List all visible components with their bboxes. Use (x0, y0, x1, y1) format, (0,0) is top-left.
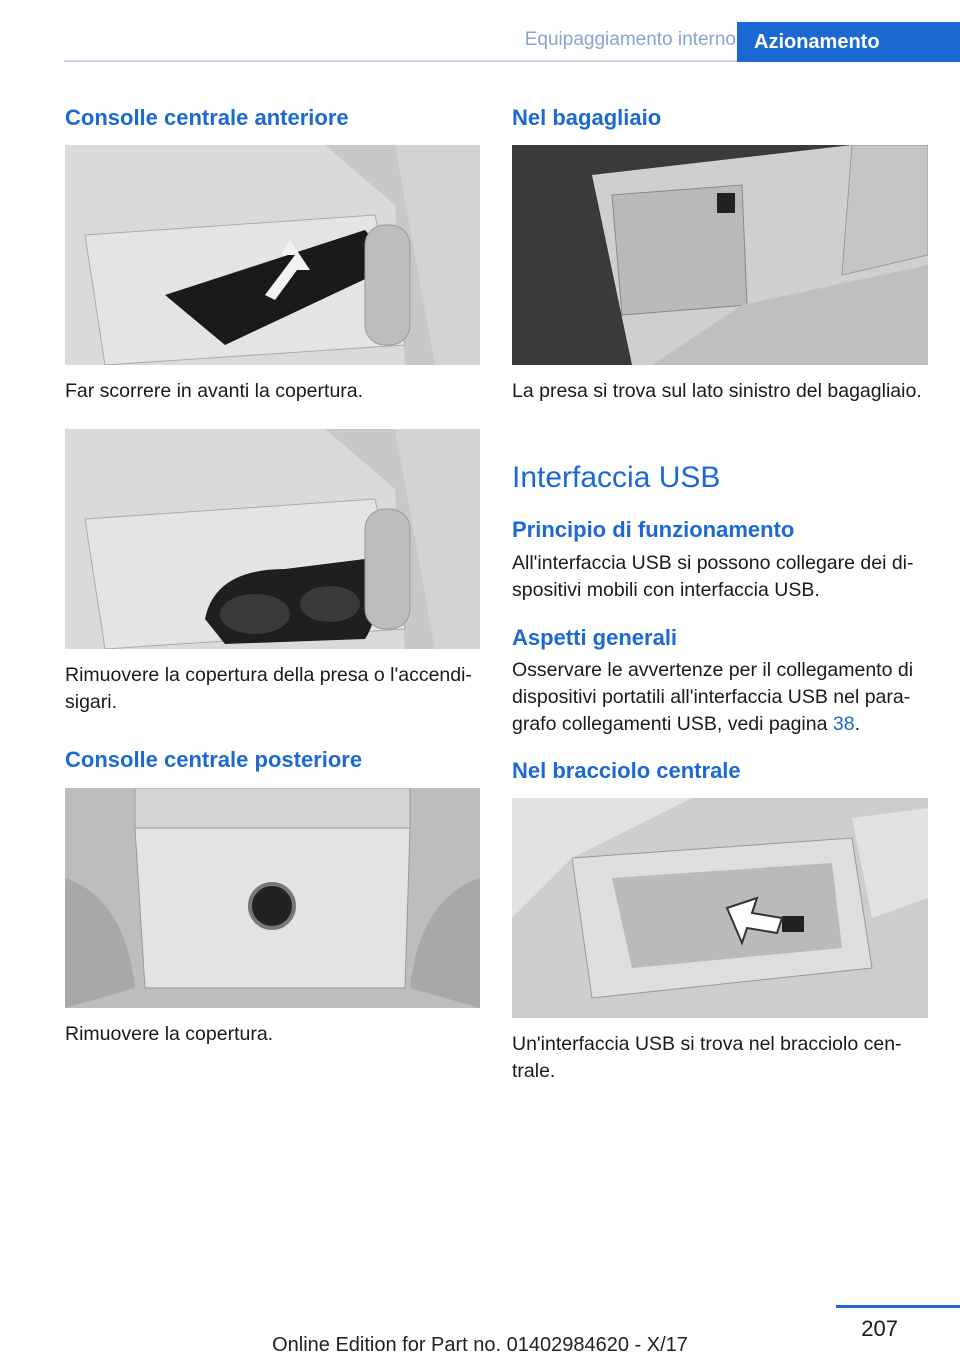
text-principle: All'interfaccia USB si possono collegare dei di-spositivi mobili con interfaccia USB. (512, 552, 914, 601)
image-rear-console-socket (65, 788, 480, 1008)
heading-rear-console: Consolle centrale posteriore (65, 747, 363, 772)
image-front-console-open (65, 429, 480, 649)
image-front-console-cover-slide (65, 145, 480, 365)
caption-slide-cover: Far scorrere in avanti la copertura. (65, 380, 364, 402)
caption-remove-cover: Rimuovere la copertura. (65, 1023, 274, 1045)
page-number: 207 (861, 1316, 898, 1341)
caption-remove-socket-cover (65, 662, 480, 716)
text-general-end: . (854, 713, 860, 735)
heading-front-console: Consolle centrale anteriore (65, 105, 349, 130)
heading-usb-interface: Interfaccia USB (512, 461, 721, 494)
heading-trunk: Nel bagagliaio (512, 105, 662, 130)
link-page-38[interactable]: 38 (832, 713, 855, 735)
text-general (512, 657, 928, 738)
caption-armrest-usb: Un'interfaccia USB si trova nel bracciolo cen-trale. (512, 1033, 902, 1082)
caption-trunk-socket: La presa si trova sul lato sinistro del bagagliaio. (512, 380, 922, 402)
text-general-body: Osservare le avvertenze per il collegamento di dispositivi portatili all'interfaccia USB nel para-grafo collegamenti USB, vedi pagina (512, 659, 914, 735)
image-armrest-usb (512, 798, 928, 1018)
footer-rule (836, 1305, 960, 1308)
header-chapter-tab: Azionamento (737, 22, 960, 62)
footer-edition: Online Edition for Part no. 01402984620 - X/17 (272, 1334, 688, 1356)
image-trunk-socket (512, 145, 928, 365)
heading-general: Aspetti generali (512, 625, 678, 650)
header-section-title: Equipaggiamento interno (524, 29, 736, 50)
caption-remove-socket-cover-text: Rimuovere la copertura della presa o l'accendi-sigari. (65, 664, 472, 713)
heading-principle: Principio di funzionamento (512, 517, 795, 542)
heading-armrest: Nel bracciolo centrale (512, 758, 741, 783)
